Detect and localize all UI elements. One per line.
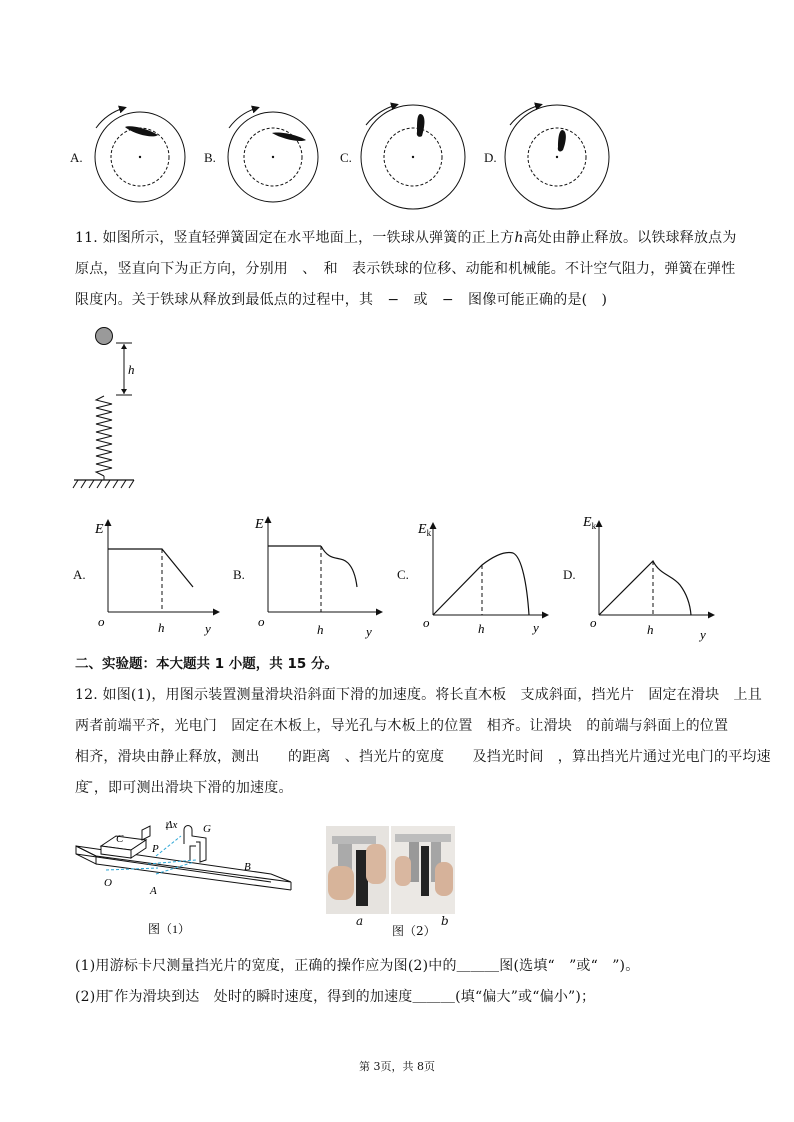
graph-a-ylabel: E: [95, 522, 104, 537]
q12-line2: 两者前端平齐，光电门 固定在木板上，导光孔与木板上的位置 相齐。让滑块 的前端与斜面上的位置: [75, 718, 729, 734]
graph-a-xlabel: y: [205, 621, 211, 636]
graph-d: [582, 515, 712, 642]
q11-line3: 限度内。关于铁球从释放到最低点的过程中，其 − 或 − 图像可能正确的是( ): [75, 292, 608, 308]
q10-disc-figures: [0, 100, 794, 210]
fig1-p-label: P: [152, 843, 159, 855]
fig1-o-label: O: [104, 877, 112, 889]
q12-photo-b: [391, 826, 455, 914]
q11-h-symbol: h: [514, 230, 524, 246]
q11-line2: 原点，竖直向下为正方向，分别用 、 和 表示铁球的位移、动能和机械能。不计空气阻力，弹簧在弹性: [75, 261, 736, 277]
q12-photo-a: [326, 826, 389, 914]
graph-c-xlabel: y: [533, 620, 539, 635]
graph-c-h: h: [478, 621, 485, 636]
q11-line1-text: 11. 如图所示，竖直轻弹簧固定在水平地面上，一铁球从弹簧的正上方: [75, 230, 515, 246]
q10-option-b-label: B.: [204, 150, 216, 165]
q12-line1: 12. 如图(1)，用图示装置测量滑块沿斜面下滑的加速度。将长直木板 支成斜面，挡光片 固定在滑块 上且: [75, 687, 762, 703]
graph-c: [417, 522, 546, 636]
q11-energy-graphs: [0, 505, 794, 645]
section-2-title: 二、实验题：本大题共 1 小题，共 15 分。: [75, 656, 338, 672]
fig2-b-label: b: [441, 914, 449, 928]
graph-d-origin: o: [590, 615, 597, 630]
q11-line1-tail: 高处由静止释放。以铁球释放点为: [523, 230, 737, 246]
fig1-caption: 图（1）: [148, 922, 191, 936]
fig2-a-label: a: [356, 914, 364, 928]
graph-a-h: h: [158, 620, 165, 635]
fig1-dx-label: Δx: [166, 819, 178, 831]
q11-spring-figure: [68, 322, 148, 494]
graph-b: [254, 517, 380, 639]
q10-option-a-label: A.: [70, 150, 83, 165]
q10-option-d-label: D.: [484, 150, 497, 165]
q12-line4: 度 ̄，即可测出滑块下滑的加速度。: [75, 780, 293, 796]
q11-graph-d-option: D.: [563, 567, 576, 582]
graph-c-origin: o: [423, 615, 430, 630]
graph-b-ylabel: E: [255, 517, 264, 532]
graph-a: [94, 522, 217, 636]
graph-b-xlabel: y: [366, 624, 372, 639]
fig1-g-label: G: [203, 823, 211, 835]
q10-option-c-label: C.: [340, 150, 352, 165]
q12-figure-1: [66, 816, 296, 941]
fig2-caption: 图（2）: [392, 924, 436, 938]
fig1-b-label: B: [244, 861, 251, 873]
fig1-c-label: C: [116, 833, 124, 845]
graph-c-ylabel: $E_k$: [418, 522, 432, 538]
q11-graph-b-option: B.: [233, 567, 245, 582]
graph-d-xlabel: y: [700, 627, 706, 642]
q12-sub2: (2)用 ̄作为滑块到达 处时的瞬时速度，得到的加速度＿＿＿(填“偏大”或“偏小”)；: [75, 989, 596, 1005]
disc-d: [505, 105, 609, 209]
page-footer: 第 3页，共 8页: [359, 1060, 435, 1073]
q11-graph-a-option: A.: [73, 567, 86, 582]
disc-a: [95, 108, 185, 202]
graph-d-h: h: [647, 622, 654, 637]
disc-b: [228, 108, 318, 202]
q11-graph-c-option: C.: [397, 567, 409, 582]
spring-h-label: h: [128, 362, 135, 377]
graph-b-origin: o: [258, 614, 265, 629]
fig1-a-label: A: [150, 885, 157, 897]
q11-line1: [75, 224, 737, 253]
q12-sub1: (1)用游标卡尺测量挡光片的宽度，正确的操作应为图(2)中的＿＿＿图(选填“ ”或“ ”)。: [75, 958, 640, 974]
graph-d-ylabel: $E_k$: [583, 515, 597, 531]
disc-c: [361, 105, 465, 209]
graph-a-origin: o: [98, 614, 105, 629]
q12-line3: 相齐，滑块由静止释放，测出 的距离 、挡光片的宽度 及挡光时间 ，算出挡光片通过光电门的平均速: [75, 749, 771, 765]
graph-b-h: h: [317, 622, 324, 637]
